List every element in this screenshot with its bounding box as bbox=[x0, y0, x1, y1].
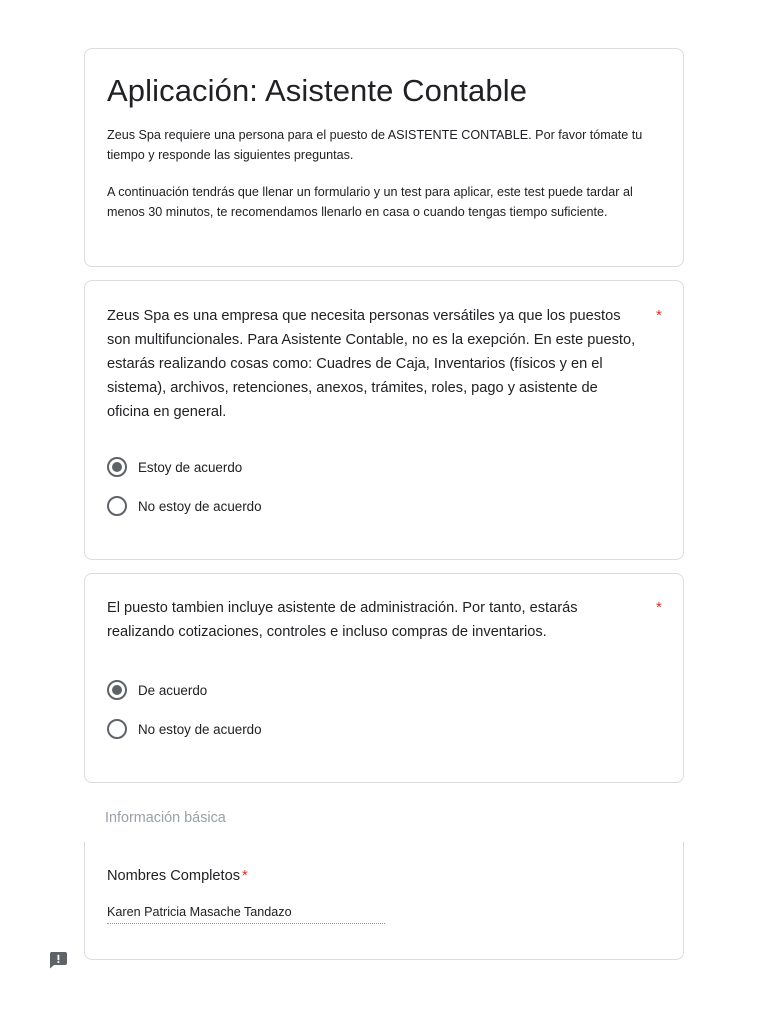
radio-option-estoy-de-acuerdo[interactable] bbox=[107, 456, 242, 478]
question-card-agreement-administration bbox=[84, 573, 684, 783]
radio-option-label: Estoy de acuerdo bbox=[138, 459, 243, 475]
radio-button-unchecked[interactable] bbox=[107, 719, 127, 739]
required-asterisk: * bbox=[656, 307, 662, 324]
report-problem-icon[interactable] bbox=[48, 951, 68, 969]
full-name-input[interactable]: Karen Patricia Masache Tandazo bbox=[107, 902, 385, 924]
field-label-full-name bbox=[107, 866, 248, 886]
radio-option-no-estoy-de-acuerdo[interactable] bbox=[107, 495, 262, 517]
question-card-full-name bbox=[84, 842, 684, 960]
radio-option-no-estoy-de-acuerdo[interactable] bbox=[107, 718, 262, 740]
radio-option-label: No estoy de acuerdo bbox=[138, 721, 262, 737]
section-title: Información básica bbox=[105, 810, 226, 826]
question-text: Zeus Spa es una empresa que necesita personas versátiles ya que los puestos son multifuncionales. Para Asistente Contable, no es la exepción. En este puesto, estarás realizando cosas como: Cuadres de Caja, Inventarios (físicos y en el sistema), archivos, retenciones, anexos, trámites, roles, pago y asistente de oficina en general. bbox=[107, 308, 636, 420]
radio-button-checked[interactable] bbox=[107, 457, 127, 477]
radio-option-label: No estoy de acuerdo bbox=[138, 498, 262, 514]
form-title: Aplicación: Asistente Contable bbox=[107, 73, 528, 108]
required-asterisk: * bbox=[656, 599, 662, 616]
radio-option-label: De acuerdo bbox=[138, 682, 208, 698]
field-label-text: Nombres Completos bbox=[107, 868, 241, 884]
question-text: El puesto tambien incluye asistente de administración. Por tanto, estarás realizando cotizaciones, controles e incluso compras de inventarios. bbox=[107, 600, 578, 640]
form-description-intro: Zeus Spa requiere una persona para el puesto de ASISTENTE CONTABLE. Por favor tómate tu tiempo y responde las siguientes preguntas. bbox=[107, 128, 643, 162]
question-card-agreement-multifunctional bbox=[84, 280, 684, 560]
form-description-instructions: A continuación tendrás que llenar un formulario y un test para aplicar, este test puede tardar al menos 30 minutos, te recomendamos llenarlo en casa o cuando tengas tiempo suficiente. bbox=[107, 185, 633, 219]
required-asterisk: * bbox=[242, 868, 248, 884]
report-problem-icon-graphic bbox=[48, 951, 68, 969]
radio-option-de-acuerdo[interactable] bbox=[107, 679, 207, 701]
radio-button-checked[interactable] bbox=[107, 680, 127, 700]
radio-button-unchecked[interactable] bbox=[107, 496, 127, 516]
form-header-card bbox=[84, 48, 684, 267]
